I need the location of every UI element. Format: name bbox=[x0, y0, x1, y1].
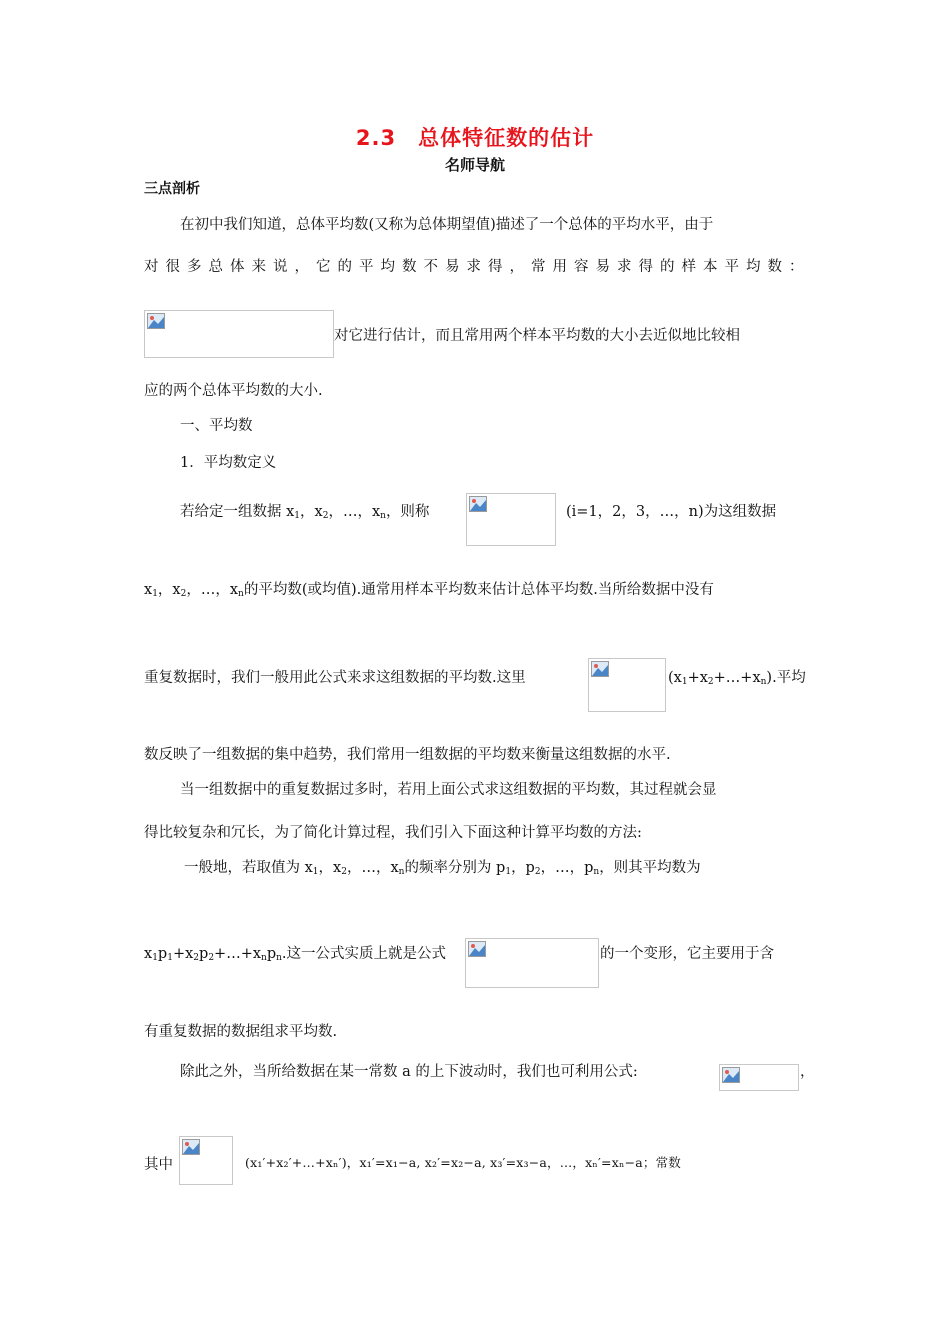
frequency-line: 一般地，若取值为 $x_1$，$x_2$，…，$x_n$的频率分别为 $p_1$，$p_2$，…，$p_n$，则其平均数为 bbox=[184, 860, 701, 877]
broken-image-icon bbox=[591, 661, 609, 677]
formula-image-xprime bbox=[179, 1136, 233, 1185]
repeat-data-line-after: $(x_1+x_2+\dots+x_n)$.平均 bbox=[668, 670, 806, 687]
page-subtitle: 名师导航 bbox=[444, 156, 505, 174]
paragraph2-line-1: 当一组数据中的重复数据过多时，若用上面公式求这组数据的平均数，其过程就会显 bbox=[180, 782, 717, 798]
formula-image-mean bbox=[465, 938, 599, 988]
intro-line-2: 对很多总体来说，它的平均数不易求得，常用容易求得的样本平均数： bbox=[144, 259, 811, 275]
heading-average: 一、平均数 bbox=[180, 418, 253, 434]
weighted-formula-line: $x_1p_1+x_2p_2+\dots+x_np_n$.这一公式实质上就是公式 bbox=[144, 946, 447, 963]
last-line-text: (x₁′+x₂′+…+xₙ′)，x₁′=x₁−a, x₂′=x₂−a, x₃′=x₃−a，…，xₙ′=xₙ−a；常数 bbox=[245, 1155, 681, 1170]
definition-line: 若给定一组数据 $x_1$，$x_2$，…，$x_n$，则称 bbox=[180, 504, 430, 521]
broken-image-icon bbox=[147, 313, 165, 329]
formula-image-mean-definition bbox=[466, 493, 556, 546]
repeat-data-line: 重复数据时，我们一般用此公式来求这组数据的平均数.这里 bbox=[144, 670, 526, 686]
definition-line-2: $x_1$，$x_2$，…，$x_n$的平均数(或均值).通常用样本平均数来估计总体平均数.当所给数据中没有 bbox=[144, 582, 714, 599]
intro-line-3: 对它进行估计，而且常用两个样本平均数的大小去近似地比较相 bbox=[334, 328, 740, 344]
weighted-formula-after: 的一个变形，它主要用于含 bbox=[600, 946, 774, 962]
formula-image-sample-mean bbox=[144, 310, 334, 358]
intro-line-4: 应的两个总体平均数的大小. bbox=[144, 383, 323, 399]
page-title: 2.3 总体特征数的估计 bbox=[355, 126, 595, 150]
intro-line-1: 在初中我们知道，总体平均数(又称为总体期望值)描述了一个总体的平均水平，由于 bbox=[180, 217, 714, 233]
broken-image-icon bbox=[469, 496, 487, 512]
broken-image-icon bbox=[182, 1139, 200, 1155]
heading-average-definition: 1．平均数定义 bbox=[180, 455, 277, 471]
besides-line-after: ， bbox=[800, 1064, 815, 1080]
repeat-data-line-2: 有重复数据的数据组求平均数. bbox=[144, 1024, 338, 1040]
besides-line: 除此之外，当所给数据在某一常数 a 的上下波动时，我们也可利用公式: bbox=[180, 1064, 638, 1080]
last-line-label: 其中 bbox=[144, 1157, 173, 1173]
broken-image-icon bbox=[468, 941, 486, 957]
paragraph2-line-2: 得比较复杂和冗长，为了简化计算过程，我们引入下面这种计算平均数的方法: bbox=[144, 825, 642, 841]
formula-image-shift bbox=[719, 1064, 799, 1091]
broken-image-icon bbox=[722, 1067, 740, 1083]
definition-line-after: (i=1，2，3，…，n)为这组数据 bbox=[566, 504, 777, 520]
formula-image-xbar bbox=[588, 658, 666, 712]
reflect-line: 数反映了一组数据的集中趋势，我们常用一组数据的平均数来衡量这组数据的水平. bbox=[144, 747, 671, 763]
section-heading: 三点剖析 bbox=[144, 181, 200, 197]
